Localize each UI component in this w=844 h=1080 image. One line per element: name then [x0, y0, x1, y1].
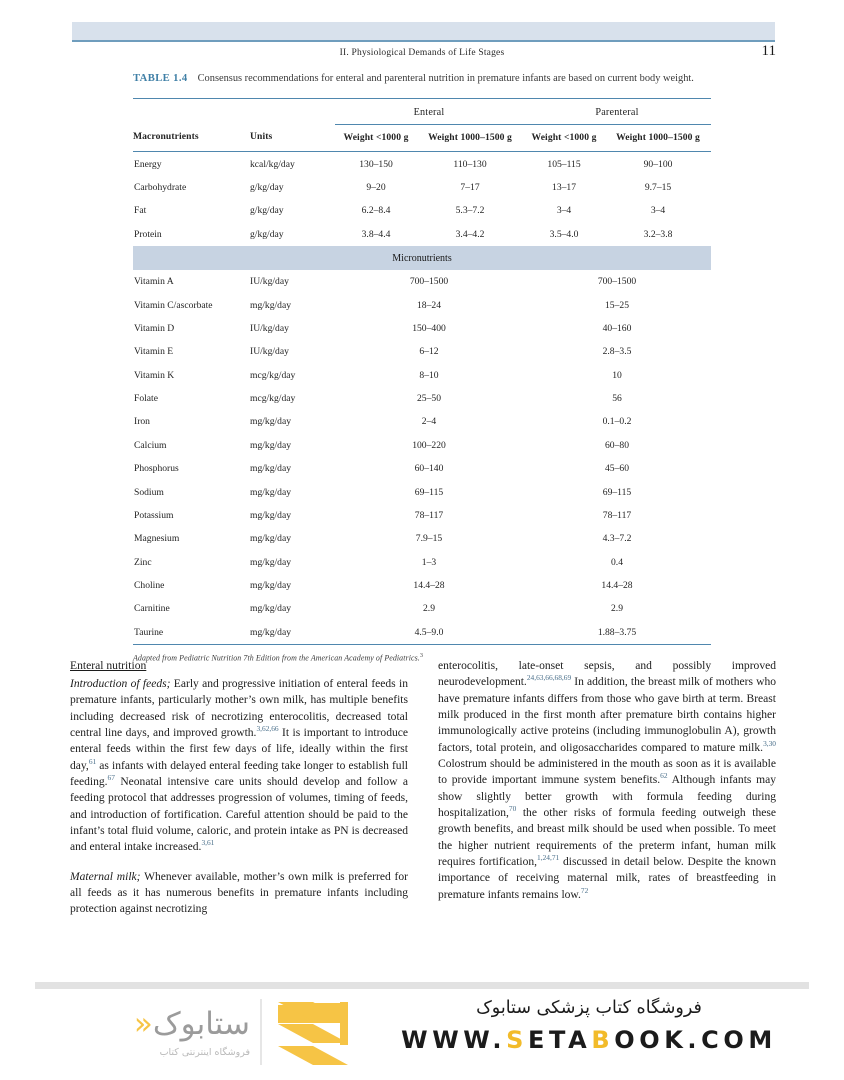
table-row-micronutrient — [133, 527, 711, 550]
body-column-right — [438, 658, 776, 918]
table-source-note-text: Adapted from Pediatric Nutrition 7th Edition from the American Academy of Pediatrics. — [133, 653, 420, 663]
cell-parenteral-value: 15–25 — [605, 299, 629, 311]
citation-ref: 72 — [580, 885, 589, 895]
col-header-macronutrients: Macronutrients — [133, 131, 199, 143]
table-row-micronutrient — [133, 293, 711, 316]
running-head-title: II. Physiological Demands of Life Stages — [339, 48, 505, 58]
runin-maternal-milk: Maternal milk; — [70, 870, 141, 883]
para1-text-c: as infants with delayed enteral feeding take longer to establish full feeding. — [70, 759, 408, 789]
section-label-micronutrients: Micronutrients — [133, 246, 711, 270]
cell-nutrient-name: Phosphorus — [134, 463, 179, 475]
footer-website-url[interactable] — [374, 1023, 804, 1057]
table-row-micronutrient — [133, 340, 711, 363]
footer-divider — [35, 982, 809, 989]
table-row-micronutrient — [133, 504, 711, 527]
citation-ref: 61 — [88, 756, 97, 766]
table-column-header-row — [133, 124, 711, 151]
citation-ref: 3,30 — [763, 738, 776, 748]
page-top-decorative-band — [72, 22, 775, 42]
cell-enteral-value: 2–4 — [421, 416, 437, 428]
table-row-macronutrient — [133, 199, 711, 222]
table-row-micronutrient — [133, 387, 711, 410]
body-column-left — [70, 658, 408, 918]
cell-enteral-value: 18–24 — [417, 299, 441, 311]
table-row-micronutrient — [133, 621, 711, 645]
table-row-micronutrient — [133, 434, 711, 457]
cell-units: IU/kg/day — [250, 322, 289, 334]
cell-enteral-value: 60–140 — [414, 463, 444, 475]
table-row-micronutrient — [133, 597, 711, 620]
table-group-header-row — [133, 100, 711, 123]
cell-parenteral-value: 14.4–28 — [601, 580, 633, 592]
col-header-enteral-low: Weight <1000 g — [343, 131, 409, 143]
runin-introduction-of-feeds: Introduction of feeds; — [70, 678, 171, 690]
citation-ref: 3,62,66 — [256, 724, 279, 734]
cell-nutrient-name: Fat — [134, 205, 147, 217]
cell-nutrient-name: Calcium — [134, 439, 167, 451]
logo-vertical-divider — [260, 999, 262, 1065]
cell-parenteral-value: 10 — [612, 369, 622, 381]
cell-nutrient-name: Protein — [134, 228, 162, 240]
footer-content — [0, 989, 844, 1080]
logo-subtitle: فروشگاه اینترنتی کتاب — [159, 1047, 250, 1058]
cell-enteral-low: 3.8–4.4 — [361, 228, 391, 240]
cell-parenteral-value: 40–160 — [602, 322, 632, 334]
footer-tagline-persian: فروشگاه کتاب پزشکی ستابوک — [476, 998, 702, 1018]
cell-parenteral-value: 69–115 — [602, 486, 632, 498]
cont-text-d: Although infants may show slightly better growth with formula feeding during hospitalization, — [438, 774, 776, 820]
cell-nutrient-name: Taurine — [134, 626, 164, 638]
citation-ref: 24,63,66,68,69 — [526, 673, 572, 683]
article-body — [70, 658, 776, 918]
table-row-macronutrient — [133, 153, 711, 176]
citation-ref: 70 — [508, 804, 517, 814]
cell-enteral-value: 8–10 — [419, 369, 439, 381]
cell-enteral-high: 110–130 — [453, 158, 487, 170]
cell-units: IU/kg/day — [250, 276, 289, 288]
cell-enteral-value: 2.9 — [423, 603, 435, 615]
logo-wordmark-accent: « — [133, 1006, 153, 1042]
url-part-eta: ETA — [528, 1026, 592, 1054]
cell-units: mg/kg/day — [250, 416, 292, 428]
table-source-note-ref: 3 — [419, 652, 424, 659]
cell-units: mg/kg/day — [250, 556, 292, 568]
setabook-logo[interactable] — [72, 995, 352, 1075]
cell-parenteral-high: 3–4 — [650, 205, 666, 217]
cell-parenteral-value: 700–1500 — [597, 276, 637, 288]
group-header-enteral: Enteral — [413, 106, 445, 118]
table-section-micronutrients — [133, 246, 711, 270]
cell-units: mg/kg/day — [250, 299, 292, 311]
cell-enteral-high: 7–17 — [460, 182, 480, 194]
col-header-enteral-high: Weight 1000–1500 g — [428, 131, 512, 143]
cell-nutrient-name: Vitamin D — [134, 322, 175, 334]
cont-text-b: In addition, the breast milk of mothers who have premature infants differs from those who gave birth at term. Breast milk produced in the first month after premature birth contains higher immunologically active proteins (including immunoglobulin A), growth factors, total protein, and oligosaccharides compared to mature milk. — [438, 676, 776, 754]
table-row-micronutrient — [133, 270, 711, 293]
cont-text-e: the other risks of formula feeding outweigh these growth benefits, and breast milk should be used when possible. To meet the higher nutrient requirements of the preterm infant, human milk requires fortification, — [438, 807, 776, 869]
cell-enteral-low: 9–20 — [366, 182, 386, 194]
citation-ref: 1,24,71 — [537, 853, 560, 863]
table-row-micronutrient — [133, 457, 711, 480]
running-head — [0, 43, 844, 64]
cell-parenteral-low: 105–115 — [547, 158, 581, 170]
cell-units: mg/kg/day — [250, 439, 292, 451]
cell-nutrient-name: Carbohydrate — [134, 182, 187, 194]
cell-enteral-value: 6–12 — [419, 346, 439, 358]
table-row-macronutrient — [133, 176, 711, 199]
cell-enteral-value: 700–1500 — [409, 276, 449, 288]
cell-nutrient-name: Vitamin A — [134, 276, 174, 288]
cell-enteral-low: 6.2–8.4 — [361, 205, 391, 217]
cell-nutrient-name: Zinc — [134, 556, 152, 568]
cell-enteral-value: 78–117 — [414, 509, 444, 521]
paragraph-maternal-milk-continued — [438, 658, 776, 903]
cell-units: mg/kg/day — [250, 603, 292, 615]
cell-nutrient-name: Folate — [134, 393, 158, 405]
logo-wordmark-text: ستابوک — [152, 1006, 250, 1042]
cell-units: mg/kg/day — [250, 580, 292, 592]
chevron-logo-icon — [274, 1001, 352, 1067]
cell-parenteral-value: 0.1–0.2 — [602, 416, 632, 428]
footer-brand-text — [374, 993, 804, 1057]
url-part-s: S — [506, 1026, 529, 1054]
cell-nutrient-name: Carnitine — [134, 603, 170, 615]
cell-units: mg/kg/day — [250, 486, 292, 498]
col-header-parenteral-high: Weight 1000–1500 g — [616, 131, 700, 143]
cell-enteral-value: 14.4–28 — [413, 580, 445, 592]
cont-text-c: Colostrum should be administered in the mouth as soon as it is available to provide important immune system benefits. — [438, 758, 776, 787]
cell-parenteral-value: 2.9 — [611, 603, 623, 615]
cell-units: mg/kg/day — [250, 463, 292, 475]
url-part-ook-com: OOK.COM — [614, 1026, 777, 1054]
paragraph-maternal-milk — [70, 869, 408, 918]
para2-text-a: Whenever available, mother’s own milk is preferred for all feeds as it has numerous benefits in premature infants including protection against necrotizing — [70, 870, 408, 916]
citation-ref: 3,61 — [201, 838, 215, 848]
cont-text-f: discussed in detail below. Despite the known importance of receiving maternal milk, rates of breastfeeding in premature infants remains low. — [438, 856, 777, 901]
cell-enteral-value: 69–115 — [414, 486, 444, 498]
citation-ref: 67 — [107, 773, 115, 783]
logo-wordmark — [72, 1001, 250, 1047]
url-part-b: B — [591, 1026, 615, 1054]
table-row-micronutrient — [133, 574, 711, 597]
para1-text-b: It is important to introduce enteral feeds within the first few days of life, ideally within the first day, — [70, 727, 408, 772]
section-subheading: Enteral nutrition — [70, 659, 147, 672]
cell-parenteral-value: 45–60 — [605, 463, 629, 475]
table-1-4-block — [133, 72, 711, 663]
cell-nutrient-name: Choline — [134, 580, 165, 592]
cell-enteral-value: 25–50 — [417, 393, 441, 405]
table-row-macronutrient — [133, 223, 711, 246]
cell-units: mg/kg/day — [250, 509, 292, 521]
cell-nutrient-name: Vitamin K — [134, 369, 175, 381]
cell-parenteral-value: 1.88–3.75 — [597, 626, 637, 638]
cell-enteral-high: 3.4–4.2 — [455, 228, 485, 240]
cell-enteral-high: 5.3–7.2 — [455, 205, 485, 217]
cell-parenteral-value: 4.3–7.2 — [602, 533, 632, 545]
cell-parenteral-high: 90–100 — [643, 158, 673, 170]
cell-units: mg/kg/day — [250, 626, 292, 638]
page-number: 11 — [761, 43, 776, 59]
cell-nutrient-name: Vitamin E — [134, 346, 174, 358]
cell-enteral-value: 7.9–15 — [415, 533, 443, 545]
cell-units: mcg/kg/day — [250, 369, 296, 381]
table-caption-text: Consensus recommendations for enteral and parenteral nutrition in premature infants are based on current body weight. — [197, 73, 694, 84]
cell-enteral-value: 4.5–9.0 — [414, 626, 444, 638]
table-row-micronutrient — [133, 480, 711, 503]
para1-text-d: Neonatal intensive care units should develop and follow a feeding protocol that addresses progression of volumes, timing of feeds, and introduction of fortification. Careful attention should be paid to the infant’s total fluid volume, caloric, and protein intake as PN is decreased and enteral intake increased. — [70, 776, 408, 854]
url-part-www: WWW. — [401, 1026, 507, 1054]
cell-units: IU/kg/day — [250, 346, 289, 358]
cont-text-a: enterocolitis, late-onset sepsis, and possibly improved neurodevelopment. — [438, 660, 776, 689]
cell-nutrient-name: Vitamin C/ascorbate — [134, 299, 213, 311]
paragraph-introduction-of-feeds — [70, 676, 408, 856]
cell-units: g/kg/day — [250, 205, 284, 217]
citation-ref: 62 — [660, 771, 668, 781]
cell-nutrient-name: Magnesium — [134, 533, 180, 545]
cell-nutrient-name: Iron — [134, 416, 150, 428]
cell-parenteral-high: 9.7–15 — [644, 182, 672, 194]
table-row-micronutrient — [133, 317, 711, 340]
cell-units: g/kg/day — [250, 182, 284, 194]
cell-parenteral-value: 60–80 — [605, 439, 629, 451]
cell-units: kcal/kg/day — [250, 158, 295, 170]
cell-parenteral-value: 0.4 — [611, 556, 623, 568]
footer-watermark-banner — [0, 982, 844, 1080]
para1-text-a: Early and progressive initiation of enteral feeds in premature infants, particularly mother’s own milk, has multiple benefits including decreased risk of necrotizing enterocolitis, decreased total central line days, and improved growth. — [70, 678, 408, 740]
table-caption — [133, 72, 711, 87]
group-header-parenteral: Parenteral — [595, 106, 639, 118]
cell-enteral-low: 130–150 — [359, 158, 393, 170]
cell-parenteral-low: 3.5–4.0 — [549, 228, 579, 240]
cell-enteral-value: 100–220 — [412, 439, 446, 451]
cell-units: g/kg/day — [250, 228, 284, 240]
cell-units: mcg/kg/day — [250, 393, 296, 405]
col-header-units: Units — [250, 131, 273, 143]
cell-nutrient-name: Sodium — [134, 486, 164, 498]
table-label: TABLE 1.4 — [133, 73, 188, 84]
table-row-micronutrient — [133, 364, 711, 387]
table-row-micronutrient — [133, 410, 711, 433]
cell-nutrient-name: Energy — [134, 158, 162, 170]
cell-nutrient-name: Potassium — [134, 509, 174, 521]
table-row-micronutrient — [133, 551, 711, 574]
cell-enteral-value: 150–400 — [412, 322, 446, 334]
cell-parenteral-low: 3–4 — [556, 205, 572, 217]
cell-parenteral-low: 13–17 — [552, 182, 577, 194]
cell-parenteral-high: 3.2–3.8 — [643, 228, 673, 240]
cell-parenteral-value: 56 — [612, 393, 622, 405]
cell-enteral-value: 1–3 — [421, 556, 437, 568]
cell-parenteral-value: 78–117 — [602, 509, 632, 521]
nutrition-recommendations-table — [133, 98, 711, 647]
cell-units: mg/kg/day — [250, 533, 292, 545]
cell-parenteral-value: 2.8–3.5 — [602, 346, 632, 358]
col-header-parenteral-low: Weight <1000 g — [531, 131, 597, 143]
